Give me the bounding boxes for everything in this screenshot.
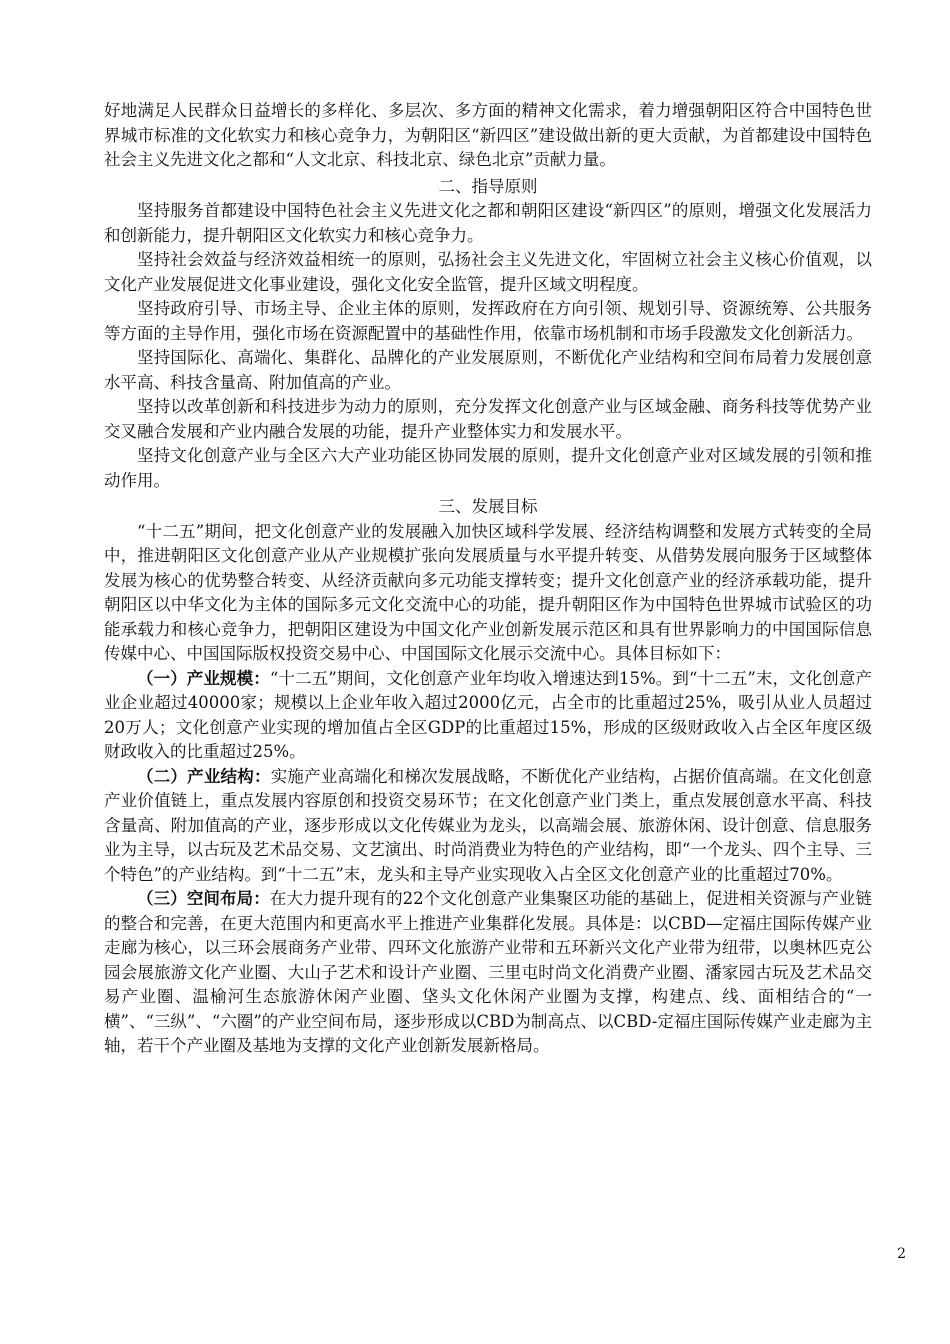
goal-paragraph [104,887,872,1059]
goal-label: （一）产业规模： [137,668,270,688]
document-body [104,99,872,1059]
goal-text: 在大力提升现有的22个文化创意产业集聚区功能的基础上，促进相关资源与产业链的整合和完善，在更大范围内和更高水平上推进产业集群化发展。具体是：以CBD—定福庄国际传媒产业走廊为核心，以三环会展商务产业带、四环文化旅游产业带和五环新兴文化产业带为纽带，以奥林匹克公园会展旅游文化产业圈、大山子艺术和设计产业圈、三里屯时尚文化消费产业圈、潘家园古玩及艺术品交易产业圈、温榆河生态旅游休闲产业圈、垡头文化休闲产业圈为支撑，构建点、线、面相结合的“一横”、“三纵”、“六圈”的产业空间布局，逐步形成以CBD为制高点、以CBD-定福庄国际传媒产业走廊为主轴，若干个产业圈及基地为支撑的文化产业创新发展新格局。 [104,889,873,1055]
goal-text: 实施产业高端化和梯次发展战略，不断优化产业结构，占据价值高端。在文化创意产业价值链上，重点发展内容原创和投资交易环节；在文化创意产业门类上，重点发展创意水平高、科技含量高、附加值高的产业，逐步形成以文化传媒业为龙头，以高端会展、旅游休闲、设计创意、信息服务业为主导，以古玩及艺术品交易、文艺演出、时尚消费业为特色的产业结构，即“一个龙头、四个主导、三个特色”的产业结构。到“十二五”末，龙头和主导产业实现收入占全区文化创意产业的比重超过70%。 [104,766,873,884]
intro-paragraph: 好地满足人民群众日益增长的多样化、多层次、多方面的精神文化需求，着力增强朝阳区符合中国特色世界城市标准的文化软实力和核心竞争力，为朝阳区“新四区”建设做出新的更大贡献，为首都建设中国特色社会主义先进文化之都和“人文北京、科技北京、绿色北京”贡献力量。 [104,101,872,169]
page-number: 2 [897,1246,906,1262]
principle-paragraph: 坚持以改革创新和科技进步为动力的原则，充分发挥文化创意产业与区域金融、商务科技等优势产业交叉融合发展和产业内融合发展的功能，提升产业整体实力和发展水平。 [104,397,872,441]
goal-paragraph [104,667,872,765]
principle-paragraph: 坚持社会效益与经济效益相统一的原则，弘扬社会主义先进文化，牢固树立社会主义核心价值观，以文化产业发展促进文化事业建设，强化文化安全监管，提升区域文明程度。 [104,250,872,294]
goal-label: （三）空间布局： [137,889,270,908]
section-heading-goals: 三、发展目标 [438,497,538,516]
principle-paragraph: 坚持文化创意产业与全区六大产业功能区协同发展的原则，提升文化创意产业对区域发展的引领和推动作用。 [104,446,872,490]
goal-paragraph [104,765,872,888]
goal-label: （二）产业结构： [137,766,271,786]
principle-paragraph: 坚持政府引导、市场主导、企业主体的原则，发挥政府在方向引领、规划引导、资源统筹、公共服务等方面的主导作用，强化市场在资源配置中的基础性作用，依靠市场机制和市场手段激发文化创新活力。 [104,299,872,343]
section-heading-principles: 二、指导原则 [438,176,538,196]
principle-paragraph: 坚持国际化、高端化、集群化、品牌化的产业发展原则，不断优化产业结构和空间布局着力发展创意水平高、科技含量高、附加值高的产业。 [104,348,872,392]
goals-intro-paragraph: “十二五”期间，把文化创意产业的发展融入加快区域科学发展、经济结构调整和发展方式转变的全局中，推进朝阳区文化创意产业从产业规模扩张向发展质量与水平提升转变、从借势发展向服务于区域整体发展为核心的优势整合转变、从经济贡献向多元功能支撑转变；提升文化创意产业的经济承载功能，提升朝阳区以中华文化为主体的国际多元文化交流中心的功能，提升朝阳区作为中国特色世界城市试验区的功能承载力和核心竞争力，把朝阳区建设为中国文化产业创新发展示范区和具有世界影响力的中国国际信息传媒中心、中国国际版权投资交易中心、中国国际文化展示交流中心。具体目标如下： [104,521,872,663]
principle-paragraph: 坚持服务首都建设中国特色社会主义先进文化之都和朝阳区建设“新四区”的原则，增强文化发展活力和创新能力，提升朝阳区文化软实力和核心竞争力。 [104,201,872,245]
goal-text: “十二五”期间，文化创意产业年均收入增速达到15%。到“十二五”末，文化创意产业企业超过40000家；规模以上企业年收入超过2000亿元，占全市的比重超过25%，吸引从业人员超过20万人；文化创意产业实现的增加值占全区GDP的比重超过15%，形成的区级财政收入占全区年度区级财政收入的比重超过25%。 [104,668,873,761]
